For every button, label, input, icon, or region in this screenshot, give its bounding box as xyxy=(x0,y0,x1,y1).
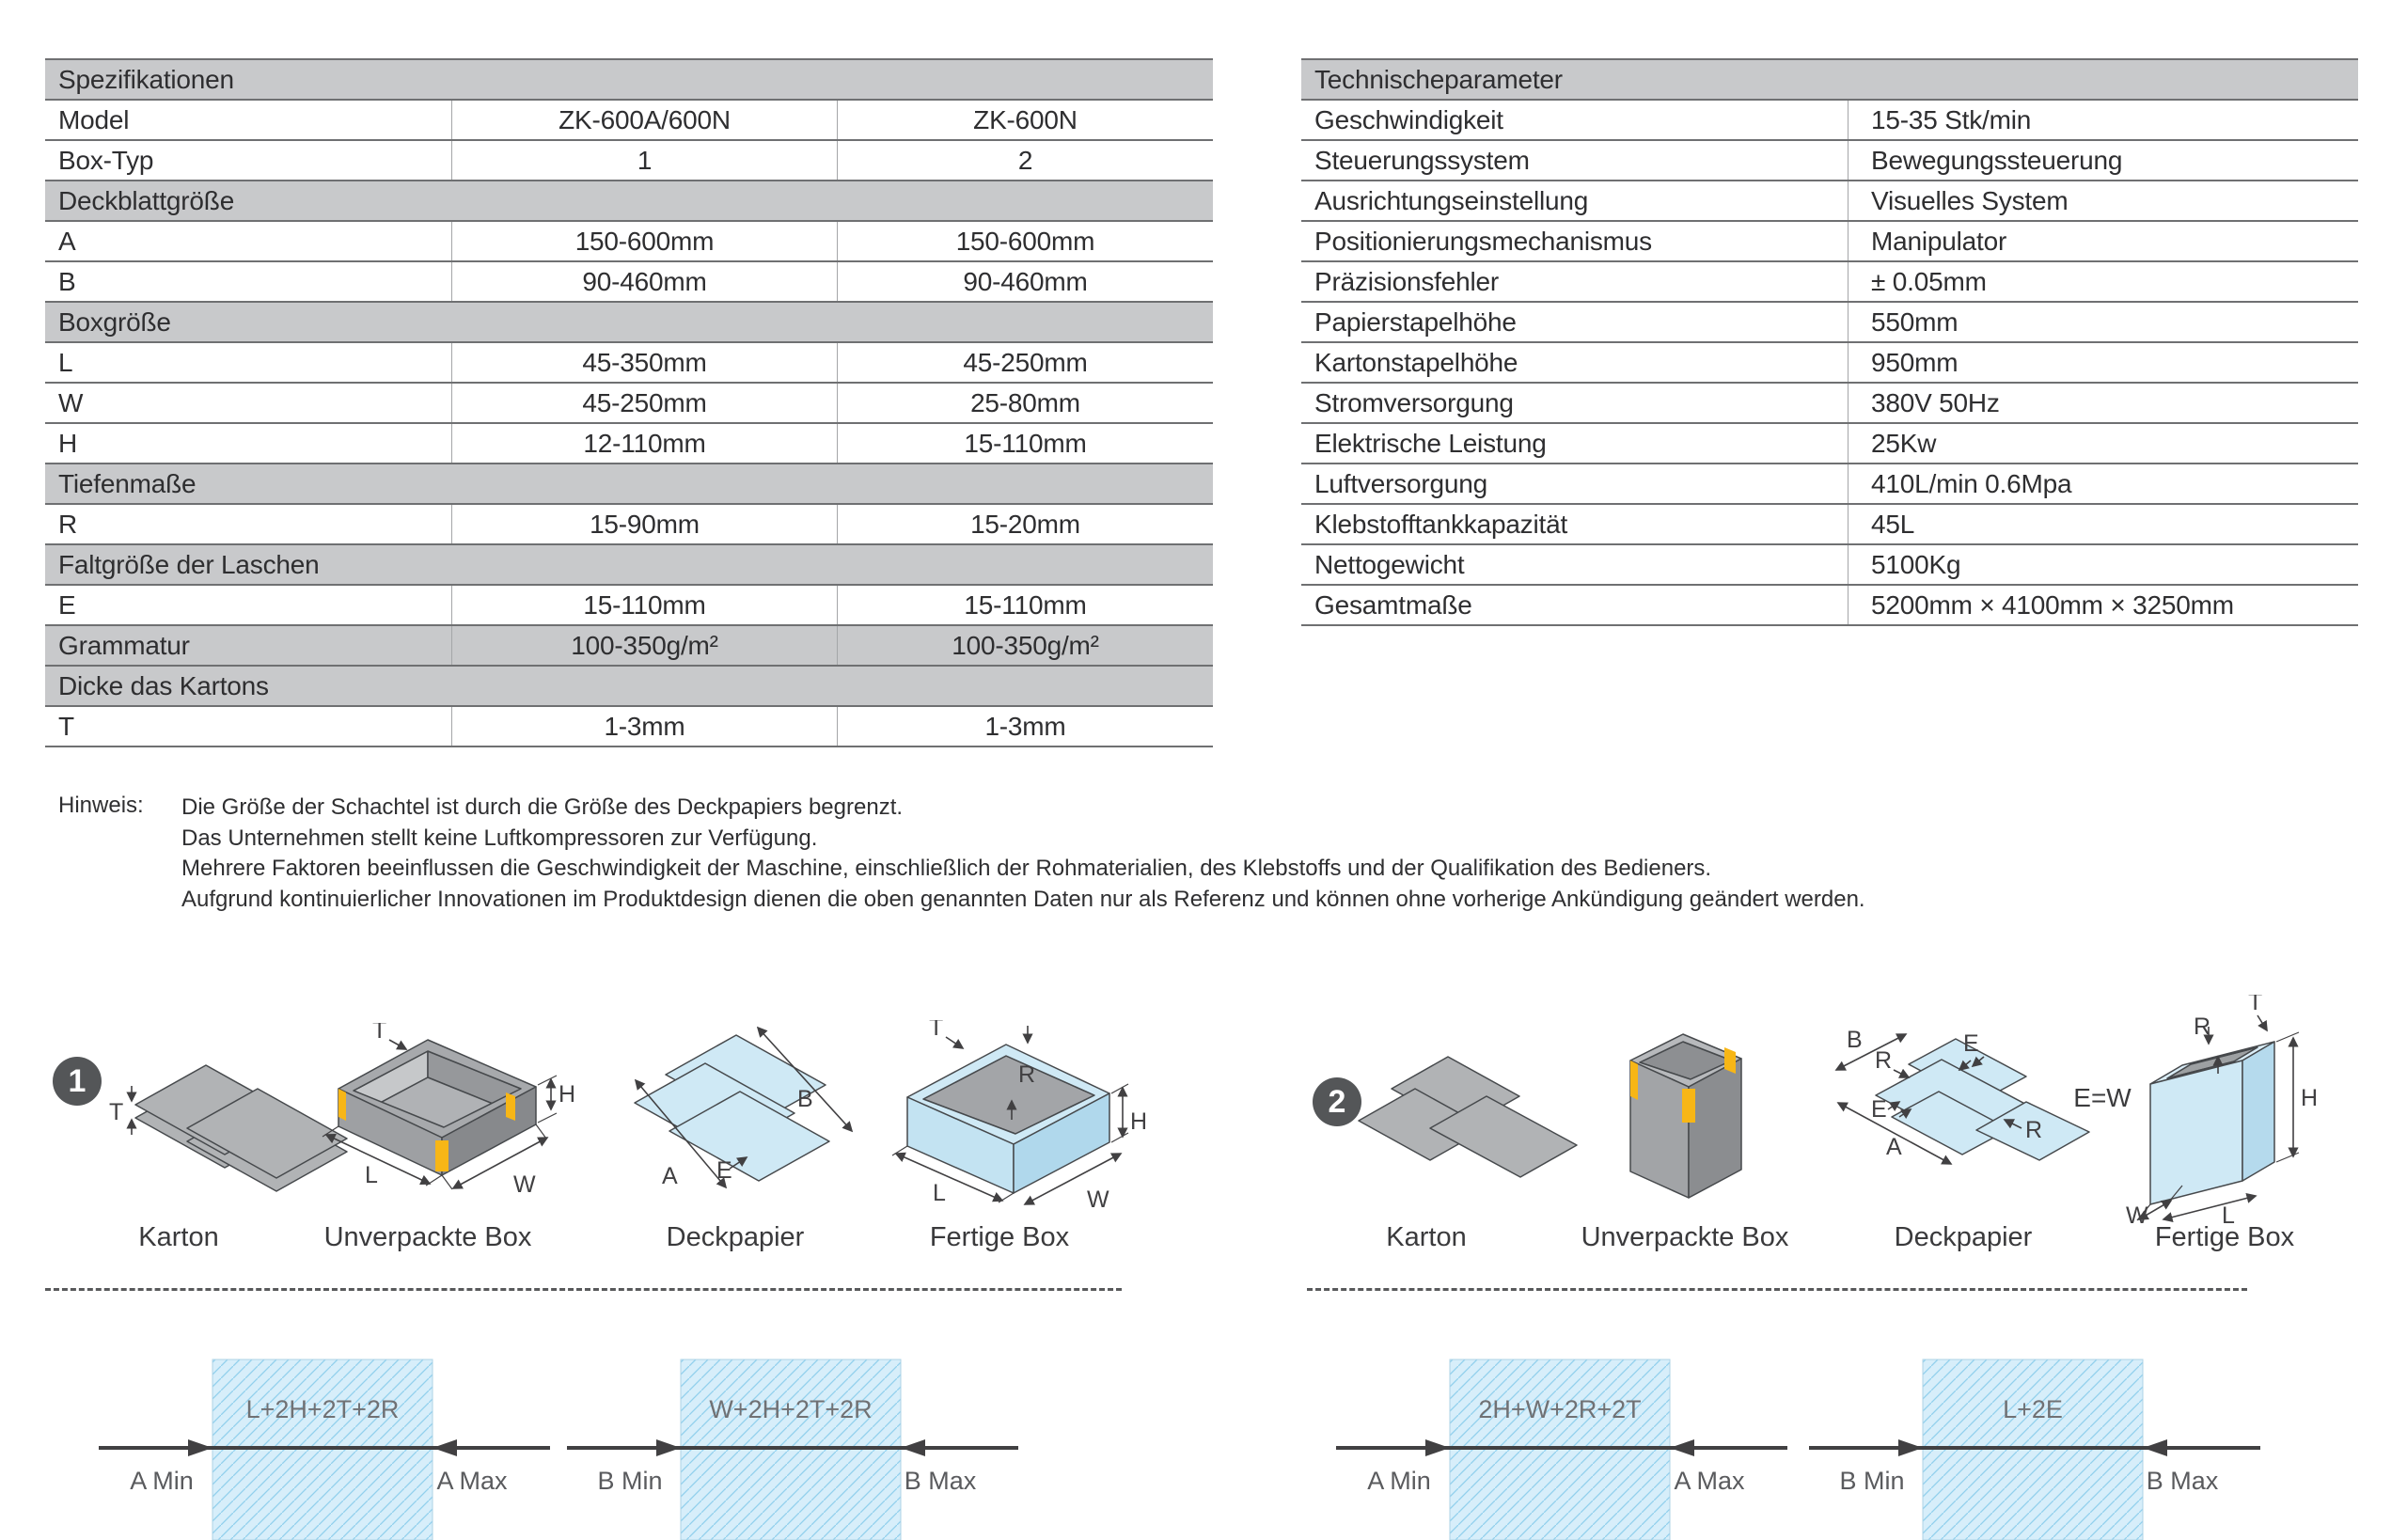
row-value: Manipulator xyxy=(1848,222,2358,260)
table-row xyxy=(1301,181,2358,222)
dim-label-t: T xyxy=(2248,995,2263,1015)
row-value: 25-80mm xyxy=(837,384,1213,422)
note-line: Die Größe der Schachtel ist durch die Größe des Deckpapiers begrenzt. xyxy=(181,794,904,820)
bar-formula: 2H+W+2R+2T xyxy=(1478,1395,1642,1423)
table-row xyxy=(45,626,1213,667)
dim-label-w: W xyxy=(513,1171,536,1198)
step-caption: Fertige Box xyxy=(2154,1222,2295,1252)
section-row xyxy=(45,667,1213,707)
bar-min-label: A Min xyxy=(1367,1467,1431,1495)
step-caption: Karton xyxy=(138,1222,219,1252)
notes-label: Hinweis: xyxy=(58,793,144,818)
section-label: Dicke das Kartons xyxy=(58,670,269,700)
row-label: Papierstapelhöhe xyxy=(1314,306,1517,337)
table-row xyxy=(45,505,1213,545)
unpacked-box-1-drawing xyxy=(310,1023,578,1211)
table-row xyxy=(1301,424,2358,464)
dim-label-r-top: R xyxy=(1875,1047,1893,1074)
table-row xyxy=(1301,343,2358,384)
table-row xyxy=(45,101,1213,141)
dim-label-t: T xyxy=(109,1099,124,1125)
finished-box-1-drawing xyxy=(874,1020,1152,1208)
dim-label-l: L xyxy=(365,1162,378,1188)
row-label: B xyxy=(58,266,76,296)
row-label: Präzisionsfehler xyxy=(1314,266,1499,296)
step-caption: Deckpapier xyxy=(1894,1222,2033,1252)
table-row xyxy=(45,222,1213,262)
dim-label-e: E xyxy=(716,1157,732,1184)
unpacked-box-diagram-1 xyxy=(310,1023,578,1216)
table-title-row xyxy=(1301,60,2358,101)
row-label: Geschwindigkeit xyxy=(1314,104,1503,134)
range-bar-4 xyxy=(1748,1354,2331,1540)
row-value: 1-3mm xyxy=(837,707,1213,746)
section-label: Deckblattgröße xyxy=(58,185,235,215)
cover-paper-1-drawing xyxy=(583,1020,884,1208)
cover-paper-diagram-2 xyxy=(1833,1015,2144,1222)
unpacked-box-2-drawing xyxy=(1610,1014,1770,1225)
row-value: 380V 50Hz xyxy=(1848,384,2358,422)
row-value: 90-460mm xyxy=(837,262,1213,301)
cover-paper-2-drawing xyxy=(1833,1015,2144,1218)
dim-label-t: T xyxy=(372,1023,387,1044)
dashed-separator-left xyxy=(45,1288,1122,1291)
row-value: 25Kw xyxy=(1848,424,2358,463)
row-label: Gesamtmaße xyxy=(1314,589,1472,620)
section-label: Tiefenmaße xyxy=(58,468,197,498)
row-value: Visuelles System xyxy=(1848,181,2358,220)
step-caption: Fertige Box xyxy=(929,1222,1070,1252)
bar-max-label: A Max xyxy=(1674,1467,1745,1495)
row-value: 45-250mm xyxy=(451,384,837,422)
row-label: Grammatur xyxy=(58,630,190,660)
bar-max-label: B Max xyxy=(904,1467,977,1495)
row-value: 15-35 Stk/min xyxy=(1848,101,2358,139)
row-label: Box-Typ xyxy=(58,145,154,175)
dim-label-e-top: E xyxy=(1963,1030,1979,1057)
bar-max-label: B Max xyxy=(2146,1467,2219,1495)
bar-min-label: B Min xyxy=(597,1467,663,1495)
table-row xyxy=(1301,384,2358,424)
row-value: ± 0.05mm xyxy=(1848,262,2358,301)
cover-paper-diagram-1 xyxy=(583,1020,884,1213)
dim-label-e-left: E xyxy=(1871,1096,1887,1123)
table-row xyxy=(1301,222,2358,262)
row-value: 15-110mm xyxy=(837,424,1213,463)
row-value: 410L/min 0.6Mpa xyxy=(1848,464,2358,503)
row-label: Positionierungsmechanismus xyxy=(1314,226,1652,256)
table-title: Technischeparameter xyxy=(1314,64,1563,94)
row-value: 5200mm × 4100mm × 3250mm xyxy=(1848,586,2358,624)
dim-label-l: L xyxy=(933,1180,946,1206)
dim-label-b: B xyxy=(1847,1027,1863,1053)
row-value: 2 xyxy=(837,141,1213,180)
row-value: 90-460mm xyxy=(451,262,837,301)
row-value: 150-600mm xyxy=(451,222,837,260)
row-value: 15-90mm xyxy=(451,505,837,543)
row-label: W xyxy=(58,387,84,417)
dim-label-h: H xyxy=(2301,1085,2319,1111)
row-label: Klebstofftankkapazität xyxy=(1314,509,1568,539)
bar-min-label: A Min xyxy=(130,1467,194,1495)
row-value: ZK-600A/600N xyxy=(451,101,837,139)
finished-box-diagram-1 xyxy=(874,1020,1152,1213)
dim-label-b: B xyxy=(797,1086,813,1112)
row-label: R xyxy=(58,509,78,539)
dim-label-a: A xyxy=(662,1163,678,1189)
bar-max-label: A Max xyxy=(436,1467,508,1495)
row-value: 45-250mm xyxy=(837,343,1213,382)
section-label: Faltgröße der Laschen xyxy=(58,549,320,579)
dashed-separator-right xyxy=(1307,1288,2247,1291)
karton-2-drawing xyxy=(1340,1051,1603,1192)
row-label: E xyxy=(58,589,76,620)
range-bar-2 xyxy=(506,1354,1089,1540)
table-row xyxy=(45,384,1213,424)
row-label: A xyxy=(58,226,76,256)
equation-label: E=W xyxy=(2073,1083,2132,1112)
step-caption: Unverpackte Box xyxy=(1581,1222,1789,1252)
note-line: Aufgrund kontinuierlicher Innovationen im Produktdesign dienen die oben genannten Daten nur als Referenz und können ohne vorherige Ankündigung geändert werden. xyxy=(181,886,1865,912)
dim-label-h: H xyxy=(558,1081,576,1108)
row-label: Nettogewicht xyxy=(1314,549,1465,579)
section-label: Boxgröße xyxy=(58,306,171,337)
row-value: 5100Kg xyxy=(1848,545,2358,584)
dim-label-l: L xyxy=(2222,1202,2235,1225)
dim-label-r: R xyxy=(2194,1014,2211,1040)
row-value: 550mm xyxy=(1848,303,2358,341)
step-caption: Karton xyxy=(1386,1222,1467,1252)
dim-label-r: R xyxy=(1018,1061,1036,1088)
karton-diagram-2 xyxy=(1340,1051,1603,1197)
bar-formula: L+2E xyxy=(2003,1395,2063,1423)
bar-formula: W+2H+2T+2R xyxy=(709,1395,873,1423)
finished-box-diagram-2 xyxy=(2111,995,2346,1230)
row-label: Model xyxy=(58,104,130,134)
section-row xyxy=(45,181,1213,222)
row-label: Elektrische Leistung xyxy=(1314,428,1547,458)
table-row xyxy=(1301,505,2358,545)
table-title-row xyxy=(45,60,1213,101)
spec-table xyxy=(45,58,1213,747)
table-row xyxy=(1301,464,2358,505)
table-title: Spezifikationen xyxy=(58,64,234,94)
table-row xyxy=(45,343,1213,384)
row-value: 100-350g/m² xyxy=(451,626,837,665)
table-row xyxy=(1301,303,2358,343)
row-value: 15-20mm xyxy=(837,505,1213,543)
row-label: Ausrichtungseinstellung xyxy=(1314,185,1589,215)
row-value: 12-110mm xyxy=(451,424,837,463)
table-row xyxy=(45,424,1213,464)
note-line: Mehrere Faktoren beeinflussen die Geschwindigkeit der Maschine, einschließlich der Rohmaterialien, des Klebstoffs und der Qualifikation des Bedieners. xyxy=(181,856,1712,881)
row-value: 45-350mm xyxy=(451,343,837,382)
dim-label-w: W xyxy=(2126,1202,2148,1225)
table-row xyxy=(1301,262,2358,303)
row-value: Bewegungssteuerung xyxy=(1848,141,2358,180)
row-label: Kartonstapelhöhe xyxy=(1314,347,1518,377)
row-value: 45L xyxy=(1848,505,2358,543)
dim-label-r-bottom: R xyxy=(2025,1117,2043,1143)
note-line: Das Unternehmen stellt keine Luftkompressoren zur Verfügung. xyxy=(181,825,818,851)
dim-label-a: A xyxy=(1886,1134,1902,1160)
bar-min-label: B Min xyxy=(1839,1467,1905,1495)
row-value: 950mm xyxy=(1848,343,2358,382)
process-badge-1: 1 xyxy=(53,1057,102,1106)
section-row xyxy=(45,464,1213,505)
dim-label-w: W xyxy=(1087,1186,1109,1208)
row-value: ZK-600N xyxy=(837,101,1213,139)
row-value: 150-600mm xyxy=(837,222,1213,260)
dim-label-t: T xyxy=(929,1020,944,1041)
row-value: 1-3mm xyxy=(451,707,837,746)
table-row xyxy=(1301,141,2358,181)
row-label: T xyxy=(58,711,74,741)
dim-label-h: H xyxy=(1130,1108,1148,1135)
table-row xyxy=(45,141,1213,181)
section-row xyxy=(45,545,1213,586)
row-value: 1 xyxy=(451,141,837,180)
row-label: Steuerungssystem xyxy=(1314,145,1530,175)
table-row xyxy=(45,586,1213,626)
unpacked-box-diagram-2 xyxy=(1610,1014,1770,1230)
step-caption: Unverpackte Box xyxy=(323,1222,532,1252)
finished-box-2-drawing xyxy=(2111,995,2346,1225)
row-value: 15-110mm xyxy=(837,586,1213,624)
row-value: 15-110mm xyxy=(451,586,837,624)
row-value: 100-350g/m² xyxy=(837,626,1213,665)
table-row xyxy=(45,262,1213,303)
tech-table xyxy=(1301,58,2358,626)
table-row xyxy=(45,707,1213,747)
process-badge-2: 2 xyxy=(1313,1077,1361,1126)
notes-block xyxy=(58,793,1865,915)
bar-formula: L+2H+2T+2R xyxy=(245,1395,400,1423)
section-row xyxy=(45,303,1213,343)
row-label: Luftversorgung xyxy=(1314,468,1487,498)
table-row xyxy=(1301,101,2358,141)
row-label: H xyxy=(58,428,78,458)
row-label: L xyxy=(58,347,73,377)
table-row xyxy=(1301,545,2358,586)
row-label: Stromversorgung xyxy=(1314,387,1514,417)
step-caption: Deckpapier xyxy=(666,1222,805,1252)
table-row xyxy=(1301,586,2358,626)
note-lines xyxy=(181,793,1865,915)
